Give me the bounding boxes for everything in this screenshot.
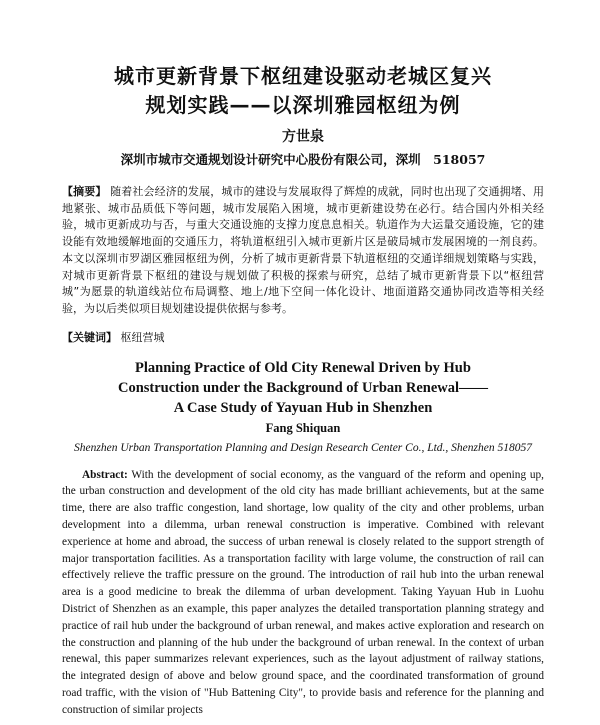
english-title [62,358,544,418]
english-abstract-text: With the development of social economy, as the vanguard of the reform and opening up, the urban construction and development of the old city has made brilliant achievements, but at the same time, there are also traffic congestion, land shortage, low quality of the city and other problems, urban development into a dilemma, urban renewal construction is imperative. Combined with relevant experience at home and abroad, the success of urban renewal is closely related to the support strength of major transportation facilities. As a transportation facility with large volume, the construction of rail can effectively relieve the traffic pressure on the ground. The introduction of rail hub into the urban renewal area is a good medicine to break the dilemma of urban development. Taking Yayuan Hub in Luohu District of Shenzhen as an example, this paper analyzes the detailed transportation planning strategy and practice of rail hub under the background of urban renewal, and makes active exploration and research on the construction and planning of the hub under the background of urban renewal. In the context of urban renewal, this paper summarizes relevant experiences, such as the layout adjustment of railway stations, the integrated design of above and below ground space, and the coordinated transformation of ground road traffic, with the vision of "Hub Battening City", to provide basis and reference for the planning and construction of similar projects [62,468,544,716]
english-title-line-2: Construction under the Background of Urban Renewal—— [117,379,489,396]
chinese-affiliation: 深圳市城市交通规划设计研究中心股份有限公司，深圳 518057 [120,152,486,167]
chinese-abstract [62,184,544,318]
english-title-line-3: A Case Study of Yayuan Hub in Shenzhen [173,399,433,416]
chinese-abstract-label: 【摘要】 [62,185,107,198]
chinese-title-line-2: 规划实践——以深圳雅园枢纽为例 [145,93,461,117]
chinese-keywords-label: 【关键词】 [62,330,117,344]
chinese-abstract-text: 随着社会经济的发展，城市的建设与发展取得了辉煌的成就，同时也出现了交通拥堵、用地紧张、城市品质低下等问题，城市发展陷入困境，城市更新建设势在必行。结合国内外相关经验，城市更新成功与否，与重大交通设施的支撑力度息息相关。轨道作为大运量交通设施，它的建设能有效地缓解地面的交通压力，将轨道枢纽引入城市更新片区是破局城市发展困境的一剂良药。本文以深圳市罗湖区雅园枢纽为例，分析了城市更新背景下轨道枢纽的交通详细规划策略与实践，对城市更新背景下枢纽的建设与规划做了积极的探索与研究，总结了城市更新背景下以“枢纽营城”为愿景的轨道线站位布局调整、地上/地下空间一体化设计、地面道路交通协同改造等相关经验，为以后类似项目规划建设提供依据与参考。 [62,185,544,315]
chinese-title [62,0,544,120]
english-abstract [62,467,544,719]
chinese-keywords [62,330,544,346]
english-title-line-1: Planning Practice of Old City Renewal Driven by Hub [135,359,471,376]
chinese-keywords-text: 枢纽营城 [120,330,165,344]
english-affiliation: Shenzhen Urban Transportation Planning and Design Research Center Co., Ltd., Shenzhen 518057 [74,441,532,454]
chinese-title-line-1: 城市更新背景下枢纽建设驱动老城区复兴 [114,64,492,88]
english-abstract-label: Abstract: [82,468,128,481]
chinese-author: 方世泉 [282,129,324,145]
english-author: Fang Shiquan [265,420,341,435]
